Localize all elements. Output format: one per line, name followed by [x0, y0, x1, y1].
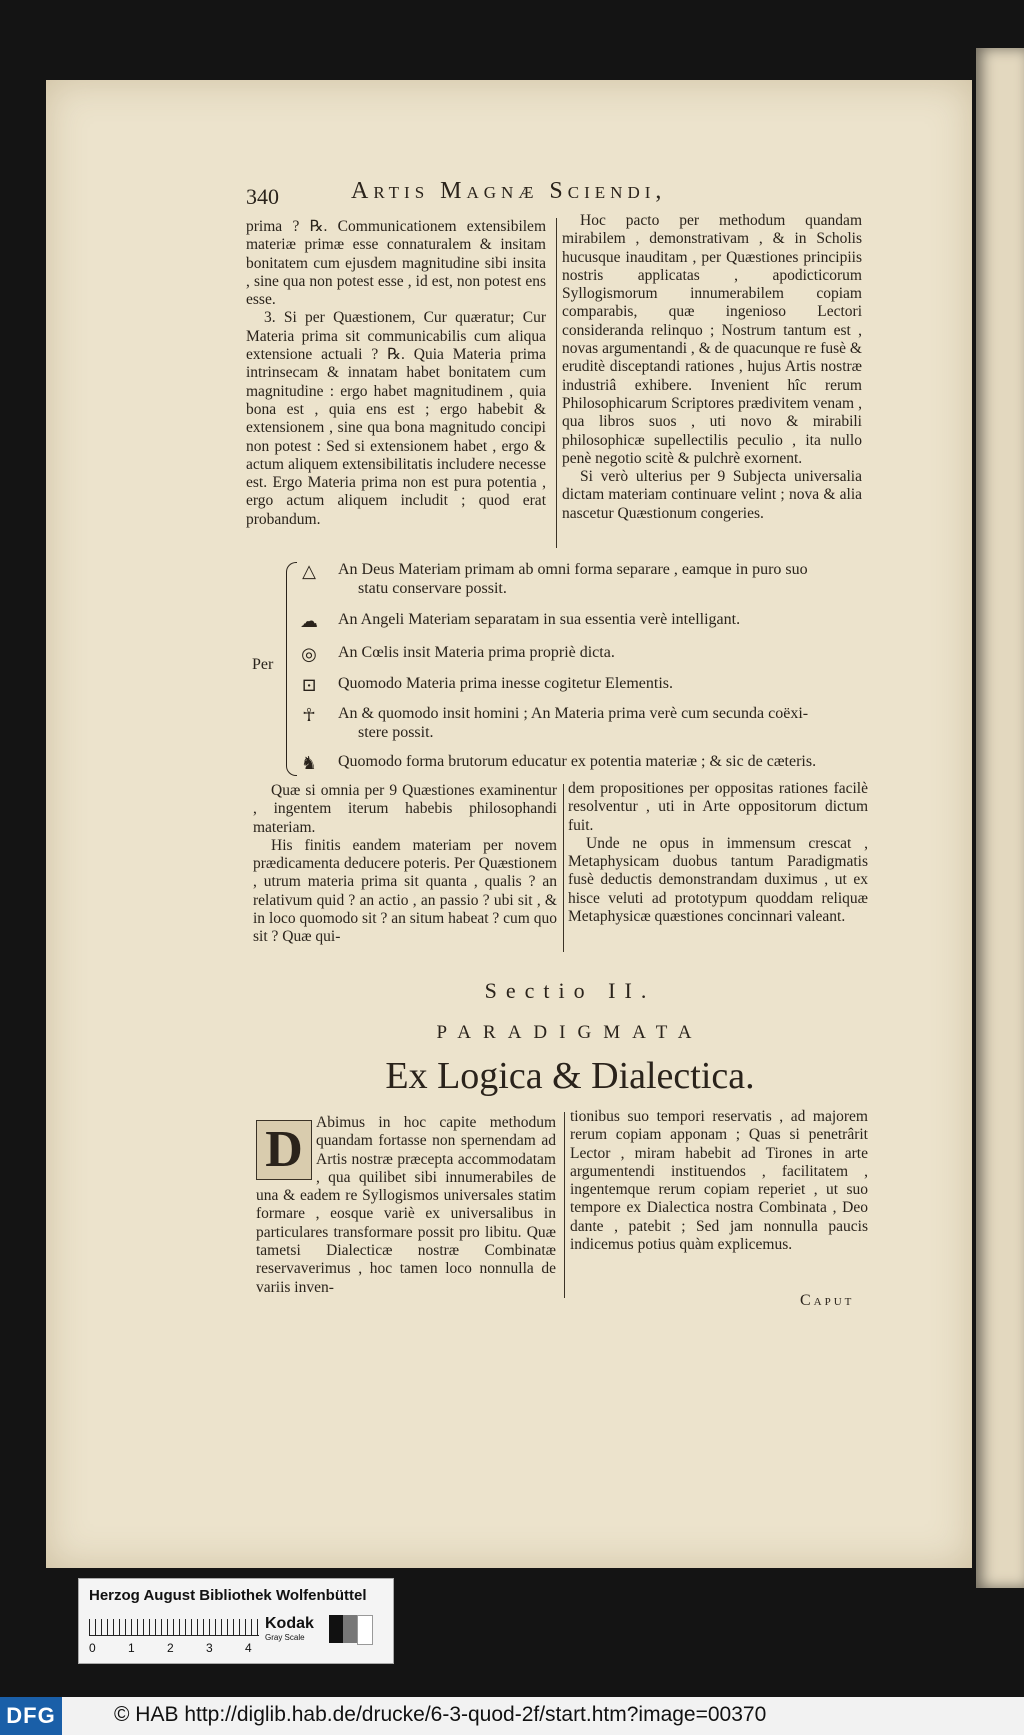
- question-text: An & quomodo insit homini ; An Materia prima verè cum secunda coëxi-: [338, 705, 809, 722]
- human-figure-icon: ☥: [302, 705, 316, 725]
- question-item: [338, 752, 866, 771]
- ruler-number: 1: [128, 1641, 135, 1655]
- triangle-icon: △: [302, 561, 316, 581]
- left-column-middle: [253, 782, 557, 947]
- right-column-middle: [568, 780, 868, 926]
- paragraph: His finitis eandem materiam per novem prædicamenta deducere poteris. Per Quæstionem , utrum materia prima sit quanta , qualis ? an relativum quid ? an actio , an passio ? ubi sit , & in loco quomodo sit ? an situm habeat ? cum quo sit ? Quæ qui-: [253, 836, 557, 946]
- bracket: [286, 562, 297, 776]
- gray-scale-label: Gray Scale: [265, 1633, 305, 1642]
- decorated-initial: D: [256, 1120, 312, 1180]
- per-label: Per: [252, 656, 274, 673]
- initial-spacer: [256, 1114, 316, 1174]
- question-text: Quomodo Materia prima inesse cogitetur Elementis.: [338, 675, 674, 692]
- question-item: [338, 610, 866, 629]
- ruler-number: 0: [89, 1641, 96, 1655]
- paragraph: Unde ne opus in immensum crescat , Metaphysicam duobus tantum Paradigmatis fusè deductis demonstrandam duximus , ut ex hisce veluti ad prototypum quoddam reliquæ Metaphysicæ quæstiones concinnari valeant.: [568, 834, 868, 926]
- question-text-continued: statu conservare possit.: [358, 580, 507, 597]
- gray-swatch: [343, 1615, 357, 1643]
- library-name: Herzog August Bibliothek Wolfenbüttel: [89, 1587, 367, 1604]
- color-reference-card: [78, 1578, 394, 1664]
- page-number: 340: [246, 184, 279, 209]
- question-item: [338, 704, 866, 742]
- question-text: An Angeli Materiam separatam in sua essentia verè intelligant.: [338, 611, 741, 628]
- paragraph: dem propositiones per oppositas rationes facilè resolventur , uti in Arte oppositorum dictum fuit.: [568, 780, 868, 834]
- black-swatch: [329, 1615, 343, 1643]
- catchword: Caput: [800, 1292, 855, 1309]
- kodak-logo: Kodak: [265, 1615, 314, 1632]
- paradigmata-heading: PARADIGMATA: [436, 1022, 704, 1043]
- square-element-icon: ⊡: [301, 675, 317, 695]
- column-rule: [556, 218, 557, 548]
- right-column-top: [562, 212, 862, 523]
- right-column-bottom: [570, 1108, 868, 1254]
- white-swatch: [357, 1615, 373, 1645]
- copyright-url[interactable]: © HAB http://diglib.hab.de/drucke/6-3-quod-2f/start.htm?image=00370: [114, 1703, 767, 1726]
- running-title: Artis Magnæ Sciendi,: [351, 178, 667, 204]
- paragraph: tionibus suo tempori reservatis , ad majorem rerum copiam apponam ; Quas si penetrârit Lector , miram habebit ad Tirones in arte argumentendi instituendos , facilitatem , ingentemque rerum copiam reperiet , ut suo tempore ex Dialectica nostra Combinata , Deo dante , patebit ; Sed jam nonnulla paucis indicemus potius quàm explicemus.: [570, 1108, 868, 1254]
- left-column-bottom: [256, 1114, 556, 1297]
- scale-ruler: [89, 1619, 259, 1636]
- chapter-title: Ex Logica & Dialectica.: [385, 1055, 755, 1097]
- ruler-number: 2: [167, 1641, 174, 1655]
- question-item: [338, 560, 866, 598]
- ruler-number: 3: [206, 1641, 213, 1655]
- paragraph: Si verò ulterius per 9 Subjecta universalia dictam materiam continuare velint ; nova & alia nascetur Quæstionum congeries.: [562, 468, 862, 522]
- question-item: [338, 643, 866, 662]
- viewer-footer: [0, 1697, 1024, 1735]
- paragraph: prima ? ℞. Communicationem extensibilem materiæ primæ esse connaturalem & insitam bonitatem cum ejusdem magnitudine sibi insita , sine qua non potest esse , id est, non potest ens esse.: [246, 218, 546, 309]
- paragraph-text: Abimus in hoc capite methodum quandam fortasse non spernendam ad Artis nostræ præcepta accommodatam , qua quilibet sibi innumerabiles de una & eadem re Syllogismos universales statim formare , eosque variè ex universalibus in particulares transformare possit pro libitu. Quæ tametsi Dialecticæ nostræ Combinatæ reservaverimus , hoc tamen loco nonnulla de variis inven-: [256, 1114, 556, 1296]
- paragraph: 3. Si per Quæstionem, Cur quæratur; Cur Materia prima sit communicabilis cum aliqua extensione actuali ? ℞. Quia Materia prima intrinsecam & innatam habet bonitatem cum magnitudine : ergo habet magnitudinem , quia bona est , quia ens est ; ergo habebit & extensionem , sine qua bona magnitudo concipi non potest : Sed si extensionem habet , ergo & actum aliquem extensibilitatis includere necesse est. Ergo Materia prima non est pura potentia , ergo actum aliquem includit ; quod erat probandum.: [246, 309, 546, 528]
- paragraph: Quæ si omnia per 9 Quæstiones examinentur , ingentem iterum habebis philosophandi materiam.: [253, 782, 557, 836]
- concentric-circles-icon: ◎: [301, 644, 317, 664]
- column-rule: [564, 1112, 565, 1298]
- question-item: [338, 674, 866, 693]
- question-text: An Deus Materiam primam ab omni forma separare , eamque in puro suo: [338, 561, 808, 578]
- adjacent-page-edge: [976, 48, 1024, 1588]
- paragraph: Hoc pacto per methodum quandam mirabilem , demonstrativam , & in Scholis hucusque inauditam , per Quæstiones principiis nostris applicatas , apodicticorum Syllogismorum innumerabilem copiam comparabis, quæ ingenioso Lectori consideranda relinquo ; Nostrum tantum est , novas argumentandi , & de quacunque re fusè & eruditè disceptandi rationes , hujus Artis nostræ industriâ exhibere. Invenient hîc rerum Philosophicarum Scriptores prædivitem venam , qua libros suos , uti novo & mirabili philosophicæ supellectilis peculio , ita nullo penè negotio scitè & pulchrè exornent.: [562, 212, 862, 467]
- question-text: Quomodo forma brutorum educatur ex potentia materiæ ; & sic de cæteris.: [338, 753, 817, 770]
- paragraph: [256, 1114, 556, 1297]
- cloud-angel-icon: ☁: [300, 611, 318, 631]
- question-text-continued: stere possit.: [358, 724, 434, 741]
- section-heading: Sectio II.: [484, 978, 656, 1003]
- question-text: An Cœlis insit Materia prima propriè dicta.: [338, 644, 615, 661]
- animal-icon: ♞: [300, 753, 318, 773]
- left-column-top: [246, 218, 546, 529]
- column-rule: [563, 784, 564, 952]
- dfg-logo: DFG: [0, 1697, 62, 1735]
- ruler-number: 4: [245, 1641, 252, 1655]
